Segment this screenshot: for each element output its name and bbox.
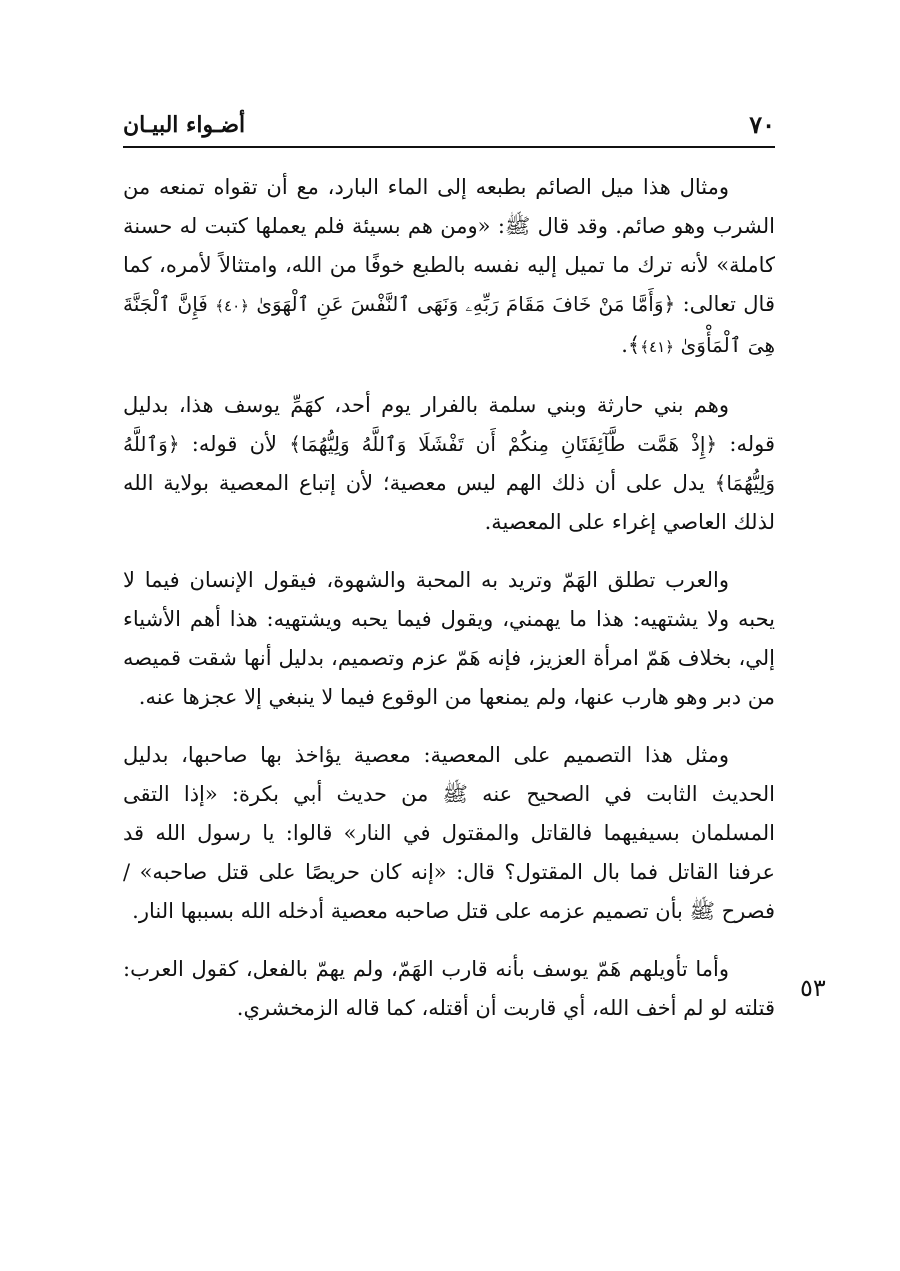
header-divider [123, 146, 775, 148]
page-body [123, 168, 775, 1047]
quran-verse-2: ﴿إِذْ هَمَّت طَّآئِفَتَانِ مِنكُمْ أَن تَفْشَلَا وَٱللَّهُ وَلِيُّهُمَا﴾ [289, 432, 718, 456]
ayah-number-mark: ﴿٤١﴾ [640, 338, 674, 356]
paragraph-4: ومثل هذا التصميم على المعصية: معصية يؤاخذ بها صاحبها، بدليل الحديث الثابت في الصحيح عنه ﷺ من حديث أبي بكرة: «إذا التقى المسلمان بسيفيهما فالقاتل والمقتول في النار» قالوا: يا رسول الله قد عرفنا القاتل فما بال المقتول؟ قال: «إنه كان حريصًا على قتل صاحبه» / فصرح ﷺ بأن تصميم عزمه على قتل صاحبه معصية أدخله الله بسببها النار. [123, 743, 776, 923]
paragraph-2-end: يدل على أن ذلك الهم ليس معصية؛ لأن إتباع المعصية بولاية الله لذلك العاصي إغراء على المعصية. [123, 471, 775, 534]
quran-verse-1: ﴿وَأَمَّا مَنْ خَافَ مَقَامَ رَبِّهِۦ وَنَهَى ٱلنَّفْسَ عَنِ ٱلْهَوَىٰ [256, 292, 676, 316]
margin-page-reference: ٥٣ [800, 974, 826, 1002]
paragraph-1-text: ومثال هذا ميل الصائم بطبعه إلى الماء البارد، مع أن تقواه تمنعه من الشرب وهو صائم. وقد قال ﷺ: «ومن هم بسيئة فلم يعملها كتبت له حسنة كاملة» لأنه ترك ما تميل إليه نفسه بالطبع خوفًا من الله، وامتثالاً لأمره، كما قال تعالى: [123, 175, 775, 316]
paragraph-3: والعرب تطلق الهَمّ وتريد به المحبة والشهوة، فيقول الإنسان فيما لا يحبه ولا يشتهيه: هذا ما يهمني، ويقول فيما يحبه ويشتهيه: هذا أهم الأشياء إلي، بخلاف هَمّ امرأة العزيز، فإنه هَمّ عزم وتصميم، بدليل أنها شقت قميصه من دبر وهو هارب عنها، ولم يمنعها من الوقوع فيما لا ينبغي إلا عجزها عنه. [123, 568, 775, 709]
ayah-number-mark: ﴿٤٠﴾ [215, 297, 249, 315]
paragraph-1 [123, 168, 775, 367]
page-header [123, 110, 775, 144]
page-number: ٧٠ [749, 110, 775, 139]
paragraph-2-mid: لأن قوله: [179, 432, 290, 456]
paragraph-5: وأما تأويلهم هَمّ يوسف بأنه قارب الهَمّ، ولم يهمّ بالفعل، كقول العرب: قتلته لو لم أخف الله، أي قاربت أن أقتله، كما قاله الزمخشري. [123, 957, 775, 1020]
paragraph-2 [123, 386, 775, 542]
quran-verse-1b: فَإِنَّ ٱلْجَنَّةَ هِىَ ٱلْمَأْوَىٰ [123, 292, 775, 357]
quran-verse-3: ﴿وَٱللَّهُ وَلِيُّهُمَا﴾ [123, 432, 775, 495]
book-title: أضـواء البيـان [123, 112, 246, 138]
paragraph-1-end: ﴾. [621, 333, 641, 357]
paragraph-2-text: وهم بني حارثة وبني سلمة بالفرار يوم أحد، كهَمِّ يوسف هذا، بدليل قوله: [123, 393, 776, 456]
